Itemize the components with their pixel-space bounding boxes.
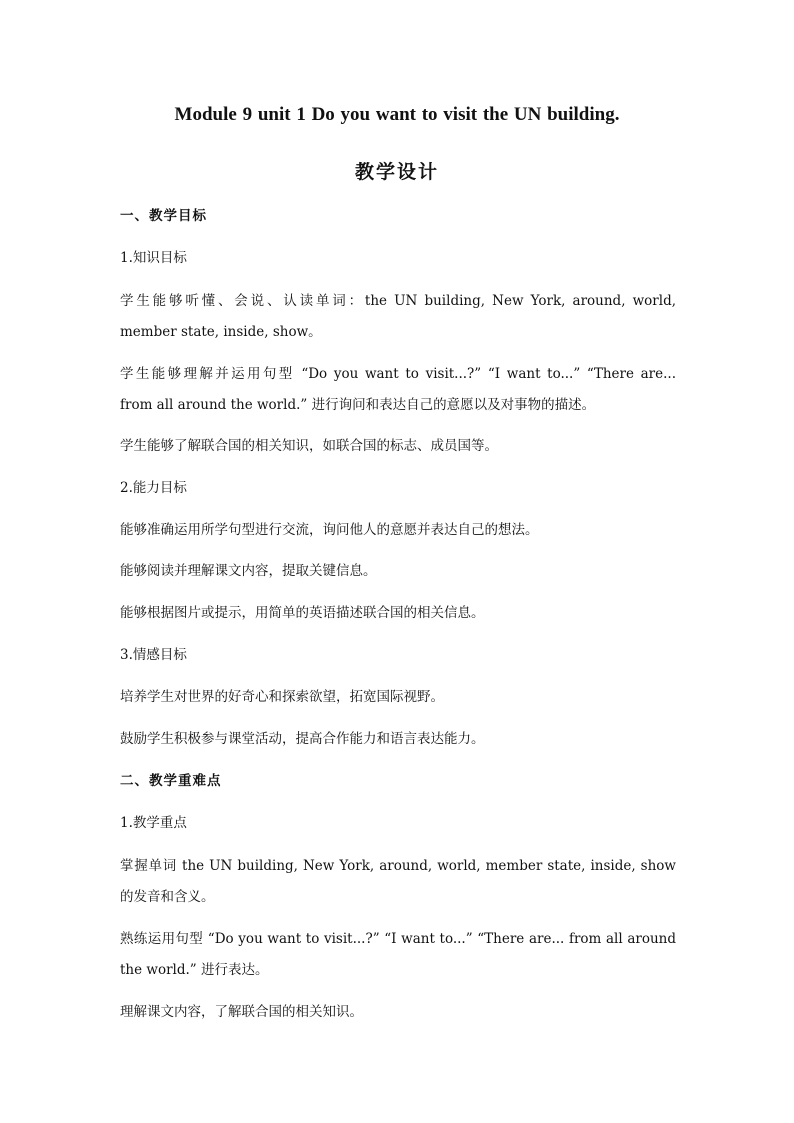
subsection-heading-emotion: 3.情感目标	[120, 647, 187, 663]
document-title: Module 9 unit 1 Do you want to visit the UN building.	[174, 104, 620, 125]
knowledge-paragraph-2-line-1: 学生能够理解并运用句型 “Do you want to visit...?” “I want to...” “There are...	[120, 366, 676, 382]
section-heading-key-points: 二、教学重难点	[120, 773, 222, 789]
subsection-heading-focus: 1.教学重点	[120, 815, 187, 831]
knowledge-paragraph-3: 学生能够了解联合国的相关知识，如联合国的标志、成员国等。	[120, 438, 498, 454]
ability-paragraph-2: 能够阅读并理解课文内容，提取关键信息。	[120, 563, 377, 579]
emotion-paragraph-1: 培养学生对世界的好奇心和探索欲望，拓宽国际视野。	[120, 689, 444, 705]
focus-paragraph-2-line-1: 熟练运用句型 “Do you want to visit...?” “I want to...” “There are... from all around	[120, 931, 676, 947]
knowledge-paragraph-2-line-2: from all around the world.” 进行询问和表达自己的意愿以及对事物的描述。	[120, 397, 596, 413]
subsection-heading-ability: 2.能力目标	[120, 480, 187, 496]
emotion-paragraph-2: 鼓励学生积极参与课堂活动，提高合作能力和语言表达能力。	[120, 731, 485, 747]
section-heading-goals: 一、教学目标	[120, 208, 207, 224]
ability-paragraph-3: 能够根据图片或提示，用简单的英语描述联合国的相关信息。	[120, 605, 485, 621]
focus-paragraph-1-line-1: 掌握单词 the UN building, New York, around, world, member state, inside, show	[120, 858, 676, 874]
knowledge-paragraph-1-line-2: member state, inside, show。	[120, 324, 322, 340]
focus-paragraph-2-line-2: the world.” 进行表达。	[120, 962, 269, 978]
ability-paragraph-1: 能够准确运用所学句型进行交流，询问他人的意愿并表达自己的想法。	[120, 522, 539, 538]
focus-paragraph-1-line-2: 的发音和含义。	[120, 889, 215, 905]
knowledge-paragraph-1-line-1: 学生能够听懂、会说、认读单词：the UN building, New York, around, world,	[120, 293, 676, 309]
subsection-heading-knowledge: 1.知识目标	[120, 250, 187, 266]
document-subtitle: 教学设计	[354, 161, 439, 183]
focus-paragraph-3: 理解课文内容，了解联合国的相关知识。	[120, 1004, 363, 1020]
